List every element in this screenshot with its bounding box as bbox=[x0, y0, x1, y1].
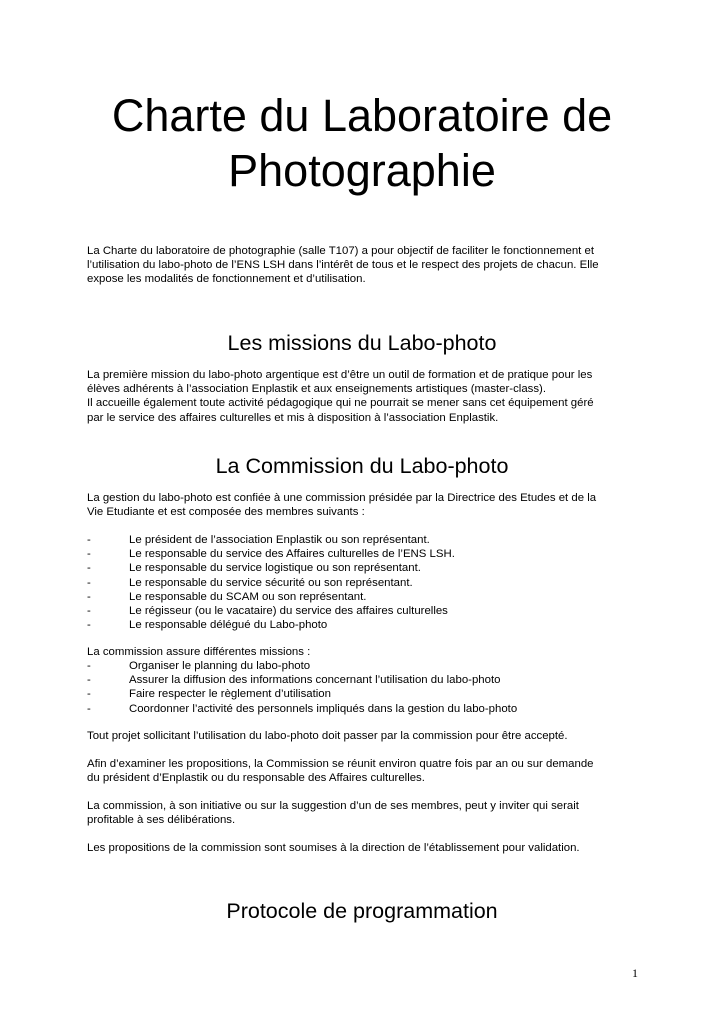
missions-line: élèves adhérents à l’association Enplastik et aux enseignements artistiques (master-class). bbox=[87, 383, 547, 396]
list-item: - Assurer la diffusion des informations concernant l’utilisation du labo-photo bbox=[87, 674, 501, 687]
invite-line: profitable à ses délibérations. bbox=[87, 814, 236, 827]
title-line-1: Charte du Laboratoire de bbox=[111, 90, 613, 141]
meetings-paragraph bbox=[87, 757, 638, 785]
commission-intro-line: Vie Etudiante et est composée des membres suivants : bbox=[87, 506, 365, 519]
missions-line: La première mission du labo-photo argentique est d’être un outil de formation et de pratique pour les bbox=[87, 369, 593, 381]
intro-line: l’utilisation du labo-photo de l’ENS LSH dans l’intérêt de tous et le respect des projets de chacun. Elle bbox=[87, 259, 599, 272]
list-item: - Faire respecter le règlement d’utilisation bbox=[87, 688, 331, 701]
list-dash: - bbox=[87, 605, 91, 618]
members-list bbox=[87, 533, 638, 632]
list-item: - Le responsable délégué du Labo-photo bbox=[87, 619, 328, 632]
list-dash: - bbox=[87, 576, 91, 589]
invite-line: La commission, à son initiative ou sur la suggestion d’un de ses membres, peut y inviter qui serait bbox=[87, 800, 579, 812]
list-dash: - bbox=[87, 674, 91, 687]
list-item: - Le responsable du SCAM ou son représentant. bbox=[87, 590, 367, 603]
list-item: - Le régisseur (ou le vacataire) du service des affaires culturelles bbox=[87, 605, 448, 618]
list-item: - Le président de l’association Enplastik ou son représentant. bbox=[87, 534, 430, 546]
meetings-line: Afin d’examiner les propositions, la Commission se réunit environ quatre fois par an ou sur demande bbox=[87, 758, 594, 770]
missions-intro-text: La commission assure différentes missions : bbox=[87, 646, 311, 658]
validation-paragraph: Les propositions de la commission sont soumises à la direction de l’établissement pour validation. bbox=[87, 842, 580, 854]
intro-paragraph bbox=[87, 244, 638, 287]
section-heading-missions: Les missions du Labo-photo bbox=[227, 331, 497, 355]
missions-line: par le service des affaires culturelles et mis à disposition à l’association Enplastik. bbox=[87, 411, 499, 424]
title-line-2: Photographie bbox=[228, 145, 496, 196]
list-item: - Organiser le planning du labo-photo bbox=[87, 660, 311, 672]
commission-intro-line: La gestion du labo-photo est confiée à une commission présidée par la Directrice des Etudes et de la bbox=[87, 492, 597, 504]
missions-line: Il accueille également toute activité pédagogique qui ne pourrait se mener sans cet équipement géré bbox=[87, 397, 594, 410]
meetings-line: du président d’Enplastik ou du responsable des Affaires culturelles. bbox=[87, 772, 425, 785]
list-dash: - bbox=[87, 548, 91, 561]
list-item: - Le responsable du service logistique ou son représentant. bbox=[87, 562, 421, 575]
page-number: 1 bbox=[632, 966, 638, 980]
section-heading-commission: La Commission du Labo-photo bbox=[215, 454, 509, 478]
list-dash: - bbox=[87, 702, 91, 715]
list-dash: - bbox=[87, 619, 91, 632]
list-item: - Le responsable du service sécurité ou son représentant. bbox=[87, 576, 413, 589]
commission-missions-list bbox=[87, 659, 638, 716]
list-dash: - bbox=[87, 562, 91, 575]
document-title bbox=[60, 88, 664, 198]
invite-paragraph bbox=[87, 799, 638, 827]
list-dash: - bbox=[87, 660, 91, 672]
section-heading-protocol: Protocole de programmation bbox=[226, 899, 498, 923]
list-item: - Coordonner l’activité des personnels impliqués dans la gestion du labo-photo bbox=[87, 702, 518, 715]
list-dash: - bbox=[87, 688, 91, 701]
missions-paragraph bbox=[87, 368, 638, 425]
projects-paragraph: Tout projet sollicitant l’utilisation du labo-photo doit passer par la commission pour être accepté. bbox=[87, 730, 568, 742]
list-dash: - bbox=[87, 534, 91, 546]
intro-line: expose les modalités de fonctionnement et d’utilisation. bbox=[87, 273, 366, 286]
intro-line: La Charte du laboratoire de photographie (salle T107) a pour objectif de faciliter le fonctionnement et bbox=[87, 245, 594, 257]
list-dash: - bbox=[87, 590, 91, 603]
commission-intro-paragraph bbox=[87, 491, 638, 519]
list-item: - Le responsable du service des Affaires culturelles de l’ENS LSH. bbox=[87, 548, 455, 561]
